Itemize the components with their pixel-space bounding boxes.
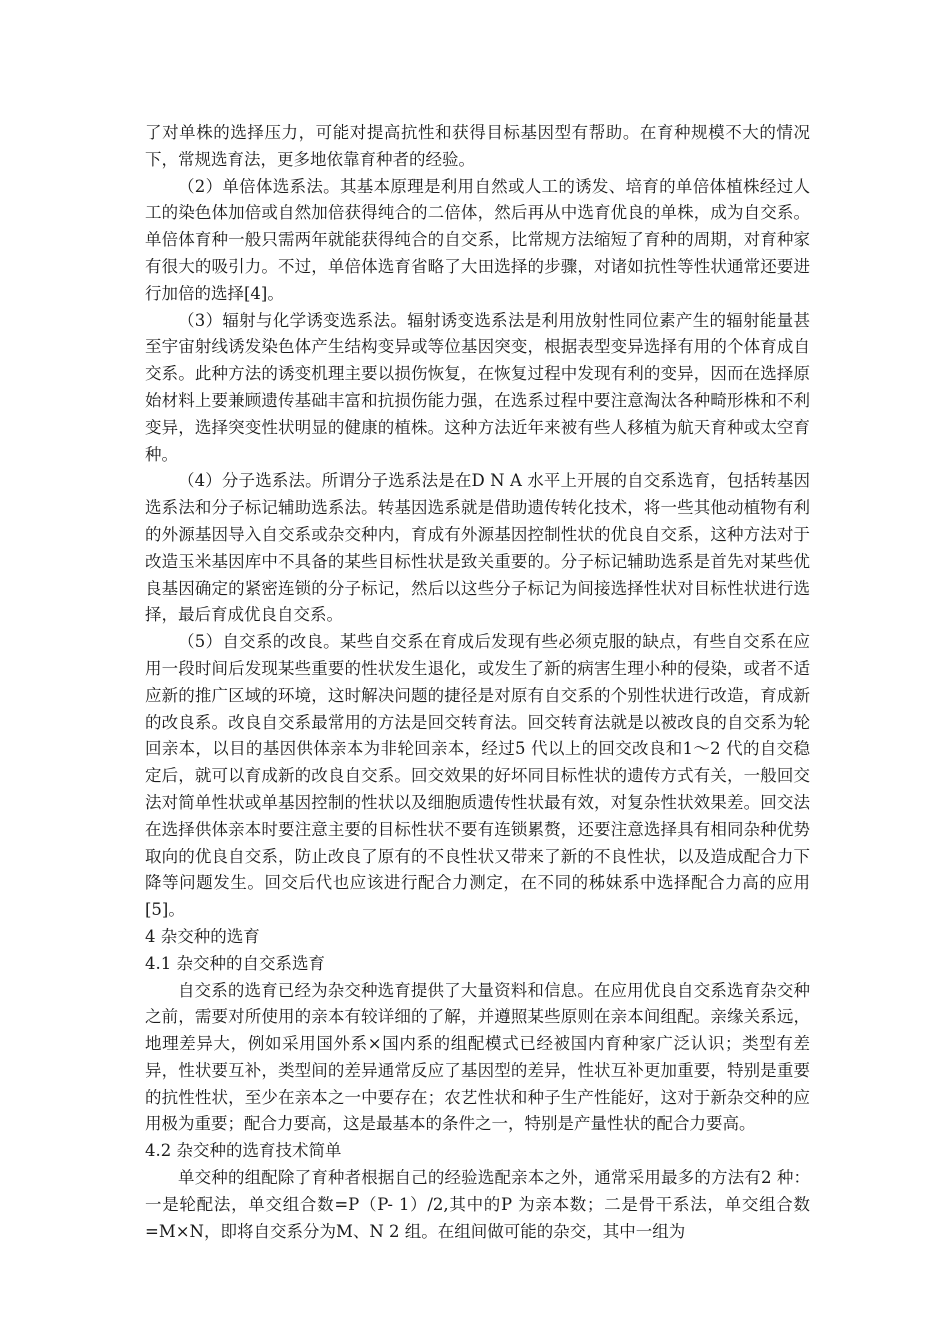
paragraph-mutagenesis-selection: （3）辐射与化学诱变选系法。辐射诱变选系法是利用放射性同位素产生的辐射能量甚至宇宙射线诱发染色体产生结构变异或等位基因突变，根据表型变异选择有用的个体育成自交系。此种方法的诱变机理主要以损伤恢复，在恢复过程中发现有利的变异，因而在选择原始材料上要兼顾遗传基础丰富和抗损伤能力强，在选系过程中要注意淘汰各种畸形株和不利变异，选择突变性状明显的健康的植株。这种方法近年来被有些人移植为航天育种或太空育种。 xyxy=(145,310,810,464)
paragraph-hybrid-inbred-selection: 自交系的选育已经为杂交种选育提供了大量资料和信息。在应用优良自交系选育杂交种之前，需要对所使用的亲本有较详细的了解，并遵照某些原则在亲本间组配。亲缘关系远，地理差异大，例如采用国外系×国内系的组配模式已经被国内育种家广泛认识；类型有差异，性状要互补，类型间的差异通常反应了基因型的差异，性状互补更加重要，特别是重要的抗性性状，至少在亲本之一中要存在；农艺性状和种子生产性能好，这对于新杂交种的应用极为重要；配合力要高，这是最基本的条件之一，特别是产量性状的配合力要高。 xyxy=(145,980,810,1134)
paragraph-haploid-selection: （2）单倍体选系法。其基本原理是利用自然或人工的诱发、培育的单倍体植株经过人工的染色体加倍或自然加倍获得纯合的二倍体，然后再从中选育优良的单株，成为自交系。单倍体育种一般只需两年就能获得纯合的自交系，比常规方法缩短了育种的周期，对育种家有很大的吸引力。不过，单倍体选育省略了大田选择的步骤，对诸如抗性等性状通常还要进行加倍的选择[4]。 xyxy=(145,176,810,303)
section-heading-4: 4 杂交种的选育 xyxy=(145,926,260,946)
section-heading-4-1: 4.1 杂交种的自交系选育 xyxy=(145,953,325,973)
section-heading-4-2: 4.2 杂交种的选育技术简单 xyxy=(145,1141,342,1161)
paragraph-continuation: 了对单株的选择压力，可能对提高抗性和获得目标基因型有帮助。在育种规模不大的情况下，常规选育法，更多地依靠育种者的经验。 xyxy=(145,123,810,169)
paragraph-single-cross-combination: 单交种的组配除了育种者根据自己的经验选配亲本之外，通常采用最多的方法有2 种：一是轮配法，单交组合数=P（P- 1）/2,其中的P 为亲本数；二是骨干系法，单交组合数=M×N，即将自交系分为M、N 2 组。在组间做可能的杂交，其中一组为 xyxy=(145,1168,810,1241)
document-page xyxy=(145,120,810,1245)
paragraph-inbred-improvement: （5）自交系的改良。某些自交系在育成后发现有些必须克服的缺点，有些自交系在应用一段时间后发现某些重要的性状发生退化，或发生了新的病害生理小种的侵染，或者不适应新的推广区域的环境，这时解决问题的捷径是对原有自交系的个别性状进行改造，育成新的改良系。改良自交系最常用的方法是回交转育法。回交转育法就是以被改良的自交系为轮回亲本，以目的基因供体亲本为非轮回亲本，经过5 代以上的回交改良和1～2 代的自交稳定后，就可以育成新的改良自交系。回交效果的好坏同目标性状的遗传方式有关，一般回交法对简单性状或单基因控制的性状以及细胞质遗传性状最有效，对复杂性状效果差。回交法在选择供体亲本时要注意主要的目标性状不要有连锁累赘，还要注意选择具有相同杂种优势取向的优良自交系，防止改良了原有的不良性状又带来了新的不良性状，以及造成配合力下降等问题发生。回交后代也应该进行配合力测定，在不同的秭妹系中选择配合力高的应用[5]。 xyxy=(145,632,810,920)
paragraph-molecular-selection: （4）分子选系法。所谓分子选系法是在D N A 水平上开展的自交系选育，包括转基因选系法和分子标记辅助选系法。转基因选系就是借助遗传转化技术，将一些其他动植物有利的外源基因导入自交系或杂交种内，育成有外源基因控制性状的优良自交系，这种方法对于改造玉米基因库中不具备的某些目标性状是致关重要的。分子标记辅助选系是首先对某些优良基因确定的紧密连锁的分子标记，然后以这些分子标记为间接选择性状对目标性状进行选择，最后育成优良自交系。 xyxy=(145,471,810,625)
